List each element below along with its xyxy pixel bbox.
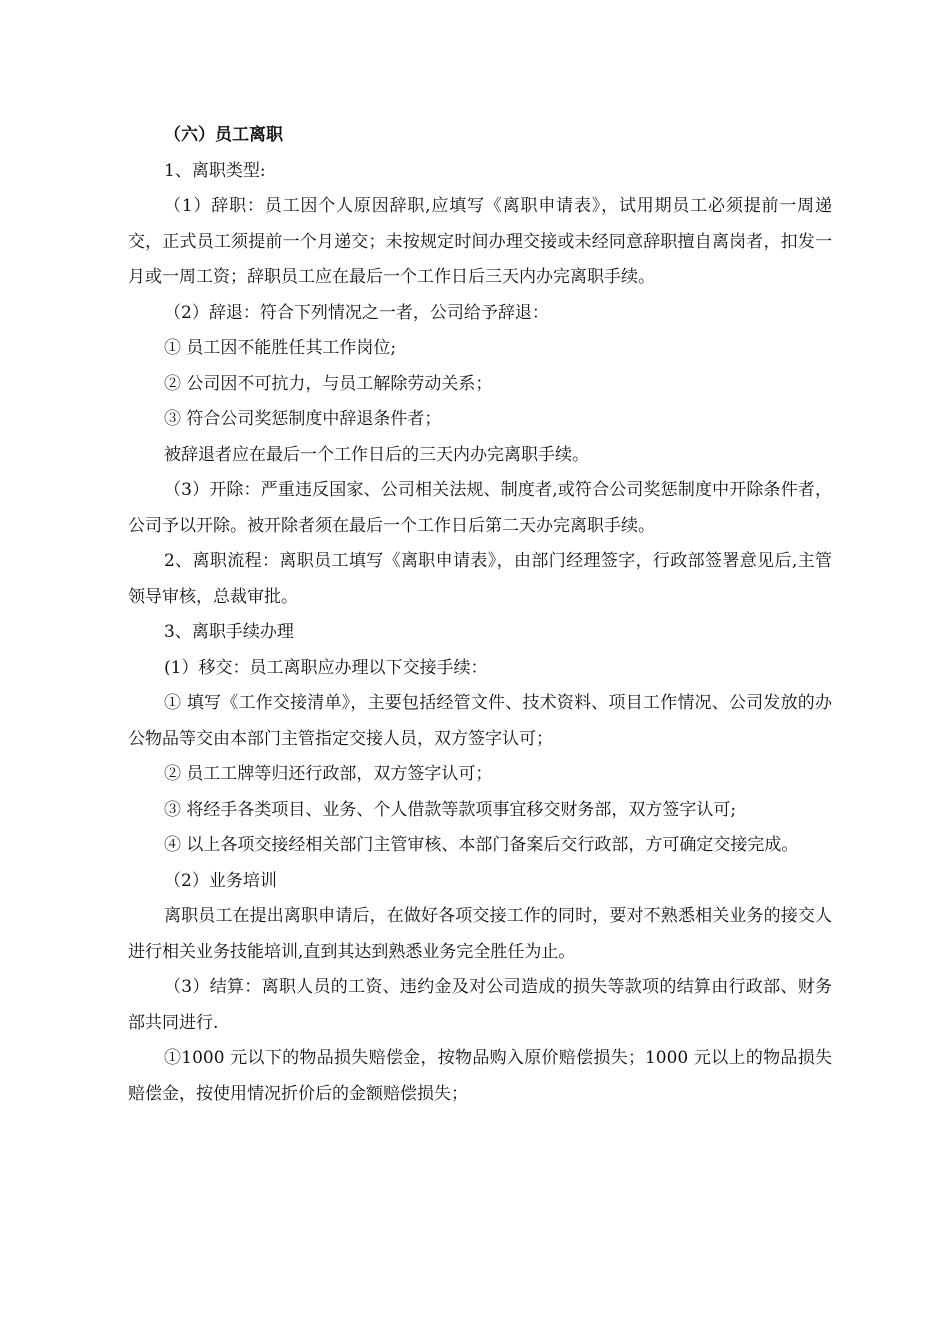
list-item-dismissal-2: ② 公司因不可抗力，与员工解除劳动关系； [164, 373, 493, 394]
paragraph-voluntary-resignation: （1）辞职：员工因个人原因辞职,应填写《离职申请表》，试用期员工必须提前一周递交，正式员工须提前一个月递交；未按规定时间办理交接或未经同意辞职擅自离岗者，扣发一月或一周工资；辞职员工应在最后一个工作日后三天内办完离职手续。 [128, 196, 832, 287]
document-body [128, 118, 832, 1112]
paragraph-resignation-process: 2、离职流程：离职员工填写《离职申请表》，由部门经理签字，行政部签署意见后,主管领导审核，总裁审批。 [128, 551, 832, 607]
paragraph-training: 离职员工在提出离职申请后，在做好各项交接工作的同时，要对不熟悉相关业务的接交人进行相关业务技能培训,直到其达到熟悉业务完全胜任为止。 [128, 906, 832, 962]
section-heading: （六）员工离职 [164, 125, 283, 145]
paragraph-dismissal: （2）辞退：符合下列情况之一者，公司给予辞退： [164, 302, 549, 323]
paragraph-procedures-heading: 3、离职手续办理 [164, 622, 294, 642]
list-item-settlement-1: ①1000 元以下的物品损失赔偿金，按物品购入原价赔偿损失；1000 元以上的物品损失赔偿金，按使用情况折价后的金额赔偿损失； [128, 1048, 832, 1104]
paragraph-training-heading: （2）业务培训 [164, 870, 277, 891]
list-item-handover-1: ① 填写《工作交接清单》，主要包括经管文件、技术资料、项目工作情况、公司发放的办公物品等交由本部门主管指定交接人员，双方签字认可； [128, 693, 832, 749]
paragraph-resignation-types: 1、离职类型: [164, 160, 266, 181]
paragraph-expulsion: （3）开除：严重违反国家、公司相关法规、制度者,或符合公司奖惩制度中开除条件者，公司予以开除。被开除者须在最后一个工作日后第二天办完离职手续。 [128, 480, 832, 536]
list-item-handover-2: ② 员工工牌等归还行政部，双方签字认可； [164, 764, 493, 784]
list-item-dismissal-1: ① 员工因不能胜任其工作岗位; [164, 338, 397, 358]
list-item-dismissal-3: ③ 符合公司奖惩制度中辞退条件者； [164, 409, 442, 429]
paragraph-dismissal-procedure: 被辞退者应在最后一个工作日后的三天内办完离职手续。 [164, 444, 589, 465]
list-item-handover-4: ④ 以上各项交接经相关部门主管审核、本部门备案后交行政部，方可确定交接完成。 [164, 835, 799, 855]
list-item-handover-3: ③ 将经手各类项目、业务、个人借款等款项事宜移交财务部，双方签字认可; [164, 799, 737, 820]
paragraph-settlement: （3）结算：离职人员的工资、违约金及对公司造成的损失等款项的结算由行政部、财务部共同进行. [128, 977, 832, 1033]
paragraph-handover: (1）移交：员工离职应办理以下交接手续： [164, 657, 488, 678]
